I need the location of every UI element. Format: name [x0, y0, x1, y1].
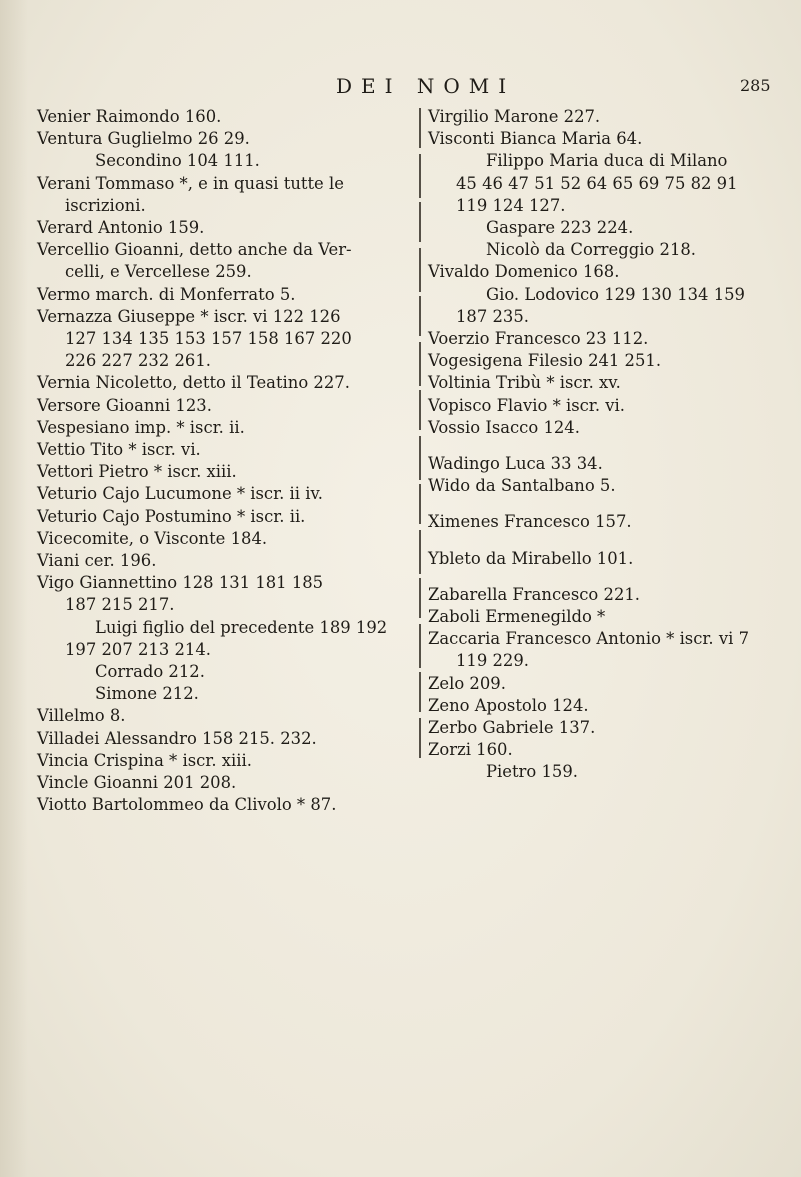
index-entry: Ventura Guglielmo 26 29. [37, 129, 250, 149]
index-entry: 119 229. [456, 651, 529, 671]
letter-gap [428, 570, 783, 584]
index-entry: Wido da Santalbano 5. [428, 476, 616, 496]
index-entry: Zelo 209. [428, 673, 506, 693]
index-entry: Villelmo 8. [37, 706, 126, 726]
index-column-right [428, 106, 783, 784]
page-number: 285 [740, 76, 771, 95]
index-entry: Pietro 159. [486, 762, 578, 782]
index-entry: Zerbo Gabriele 137. [428, 718, 596, 738]
index-entry: Gaspare 223 224. [486, 218, 634, 238]
page-gutter-shadow [0, 0, 28, 1177]
index-entry: Vigo Giannettino 128 131 181 185 [37, 573, 324, 593]
index-entry: Vopisco Flavio * iscr. vi. [428, 395, 625, 415]
index-entry: Virgilio Marone 227. [428, 107, 601, 126]
index-entry: 187 235. [456, 306, 529, 326]
index-entry: Verani Tommaso *, e in quasi tutte le [37, 173, 344, 193]
index-entry: Nicolò da Correggio 218. [486, 240, 697, 260]
index-entry: Corrado 212. [95, 662, 205, 682]
index-entry: Venier Raimondo 160. [37, 107, 222, 126]
index-entry: Vincle Gioanni 201 208. [37, 773, 237, 793]
index-entry: Veturio Cajo Lucumone * iscr. ii iv. [37, 484, 324, 504]
index-entry: Vermo march. di Monferrato 5. [37, 284, 296, 304]
letter-gap [428, 439, 783, 453]
letter-gap [428, 497, 783, 511]
running-header [0, 74, 801, 102]
index-entry: Vercellio Gioanni, detto anche da Ver- [37, 240, 352, 260]
index-entry: Zaccaria Francesco Antonio * iscr. vi 7 [428, 629, 749, 649]
index-entry: Viotto Bartolommeo da Clivolo * 87. [37, 795, 337, 815]
letter-gap [428, 534, 783, 548]
index-entry: Versore Gioanni 123. [37, 395, 212, 415]
index-entry: Vettio Tito * iscr. vi. [37, 440, 201, 460]
index-entry: 45 46 47 51 52 64 65 69 75 82 91 [456, 173, 738, 193]
index-entry: Vernazza Giuseppe * iscr. vi 122 126 [37, 306, 341, 326]
index-entry: Vernia Nicoletto, detto il Teatino 227. [37, 373, 350, 393]
index-entry: Vespesiano imp. * iscr. ii. [37, 417, 245, 437]
index-entry: 119 124 127. [456, 195, 566, 215]
index-entry: Villadei Alessandro 158 215. 232. [37, 728, 317, 748]
index-entry: Zorzi 160. [428, 740, 513, 760]
index-entry: Voerzio Francesco 23 112. [428, 329, 649, 349]
index-column-left [37, 106, 415, 817]
index-entry: Vettori Pietro * iscr. xiii. [37, 462, 237, 482]
index-entry: Zeno Apostolo 124. [428, 695, 589, 715]
index-entry: Filippo Maria duca di Milano [486, 151, 728, 171]
index-entry: Simone 212. [95, 684, 199, 704]
index-entry: Veturio Cajo Postumino * iscr. ii. [37, 506, 306, 526]
index-entry: Zabarella Francesco 221. [428, 584, 641, 604]
index-entry: Gio. Lodovico 129 130 134 159 [486, 284, 745, 304]
index-entry: Secondino 104 111. [95, 151, 260, 171]
index-entry: 187 215 217. [65, 595, 175, 615]
index-entry: 127 134 135 153 157 158 167 220 [65, 329, 352, 349]
index-entry: Wadingo Luca 33 34. [428, 454, 603, 474]
index-entry: Vossio Isacco 124. [428, 417, 580, 437]
index-entry: Vincia Crispina * iscr. xiii. [37, 750, 252, 770]
column-divider [419, 108, 421, 758]
index-entry: Vivaldo Domenico 168. [428, 262, 620, 282]
index-entry: 226 227 232 261. [65, 351, 211, 371]
index-entry: Voltinia Tribù * iscr. xv. [428, 373, 621, 393]
index-entry: Vicecomite, o Visconte 184. [37, 528, 268, 548]
index-entry: Vogesigena Filesio 241 251. [428, 351, 662, 371]
index-entry: Ximenes Francesco 157. [428, 512, 632, 532]
index-entry: iscrizioni. [65, 195, 146, 215]
index-entry: 197 207 213 214. [65, 639, 211, 659]
running-title: DEI NOMI [336, 74, 516, 98]
index-entry: Luigi figlio del precedente 189 192 [95, 617, 388, 637]
index-entry: Viani cer. 196. [37, 551, 157, 571]
index-entry: Zaboli Ermenegildo * [428, 607, 606, 627]
index-entry: Verard Antonio 159. [37, 218, 205, 238]
index-entry: celli, e Vercellese 259. [65, 262, 252, 282]
index-entry: Ybleto da Mirabello 101. [428, 548, 634, 568]
index-entry: Visconti Bianca Maria 64. [428, 129, 643, 149]
